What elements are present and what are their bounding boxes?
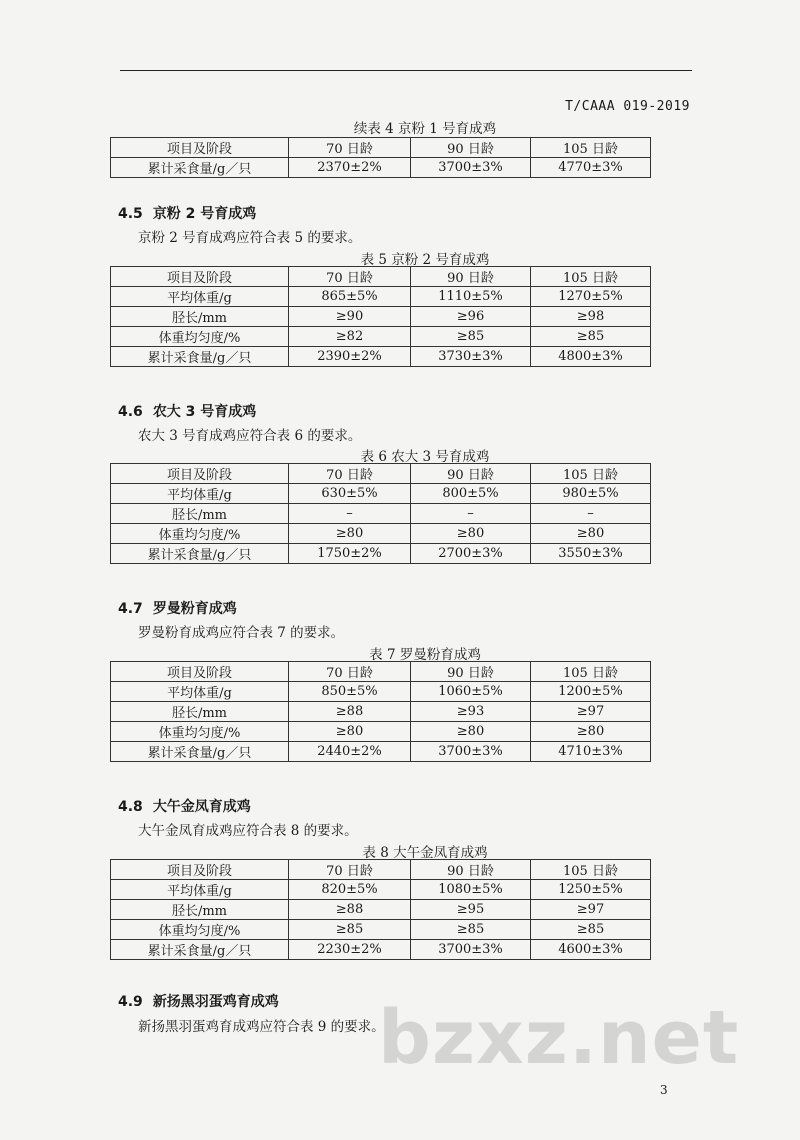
row-label-cell: 累计采食量/g／只 [111, 940, 289, 960]
table-header-cell: 105 日龄 [531, 267, 651, 287]
table-row [111, 504, 651, 524]
table-cont4 [110, 137, 651, 178]
table-header-cell: 105 日龄 [531, 138, 651, 158]
header-rule [120, 70, 692, 71]
table-cell: ≥98 [531, 307, 651, 327]
table-cell: – [411, 504, 531, 524]
table-cell: ≥97 [531, 702, 651, 722]
table-header-row [111, 464, 651, 484]
table-header-cell: 70 日龄 [289, 138, 411, 158]
table-row [111, 484, 651, 504]
table-cell: – [531, 504, 651, 524]
table-cell: ≥95 [411, 900, 531, 920]
table-caption: 表 5 京粉 2 号育成鸡 [360, 252, 490, 268]
table-header-cell: 70 日龄 [289, 464, 411, 484]
section-heading-4-5: 4.5 京粉 2 号育成鸡 [118, 206, 257, 222]
table-row [111, 722, 651, 742]
table-caption: 表 6 农大 3 号育成鸡 [360, 449, 490, 465]
table-cell: 1200±5% [531, 682, 651, 702]
table-cell: 850±5% [289, 682, 411, 702]
table-cell: 630±5% [289, 484, 411, 504]
table-row [111, 158, 651, 178]
table-cell: ≥96 [411, 307, 531, 327]
table-row [111, 682, 651, 702]
table-cell: 800±5% [411, 484, 531, 504]
table-header-cell: 70 日龄 [289, 662, 411, 682]
table-cell: 1080±5% [411, 880, 531, 900]
table-header-cell: 项目及阶段 [111, 662, 289, 682]
section-heading-4-9: 4.9 新扬黑羽蛋鸡育成鸡 [118, 994, 279, 1010]
table-cell: ≥85 [531, 327, 651, 347]
table-row [111, 347, 651, 367]
table-header-cell: 90 日龄 [411, 464, 531, 484]
table-cell: ≥88 [289, 702, 411, 722]
table-cell: ≥85 [411, 920, 531, 940]
table-header-cell: 90 日龄 [411, 860, 531, 880]
table-cell: ≥85 [289, 920, 411, 940]
table-header-cell: 105 日龄 [531, 662, 651, 682]
table-header-cell: 项目及阶段 [111, 464, 289, 484]
table-cell: 3730±3% [411, 347, 531, 367]
table-6 [110, 463, 651, 564]
table-header-row [111, 138, 651, 158]
row-label-cell: 平均体重/g [111, 484, 289, 504]
table-header-cell: 90 日龄 [411, 662, 531, 682]
table-header-cell: 105 日龄 [531, 860, 651, 880]
table-8 [110, 859, 651, 960]
table-caption: 续表 4 京粉 1 号育成鸡 [353, 121, 497, 137]
table-cell: 1060±5% [411, 682, 531, 702]
table-cell: 1750±2% [289, 544, 411, 564]
table-cell: 4800±3% [531, 347, 651, 367]
row-label-cell: 平均体重/g [111, 682, 289, 702]
row-label-cell: 体重均匀度/% [111, 327, 289, 347]
row-label-cell: 累计采食量/g／只 [111, 544, 289, 564]
table-row [111, 287, 651, 307]
table-header-row [111, 662, 651, 682]
row-label-cell: 胫长/mm [111, 504, 289, 524]
table-header-row [111, 860, 651, 880]
document-code: T/CAAA 019-2019 [565, 99, 690, 114]
section-heading-4-7: 4.7 罗曼粉育成鸡 [118, 601, 237, 617]
table-cell: 4770±3% [531, 158, 651, 178]
table-cell: ≥85 [411, 327, 531, 347]
table-cell: – [289, 504, 411, 524]
table-header-cell: 70 日龄 [289, 860, 411, 880]
table-caption: 表 8 大午金凤育成鸡 [362, 845, 488, 861]
table-cell: 4710±3% [531, 742, 651, 762]
table-cell: ≥82 [289, 327, 411, 347]
row-label-cell: 胫长/mm [111, 307, 289, 327]
table-cell: 820±5% [289, 880, 411, 900]
table-row [111, 742, 651, 762]
table-row [111, 327, 651, 347]
table-cell: 865±5% [289, 287, 411, 307]
table-row [111, 307, 651, 327]
row-label-cell: 累计采食量/g／只 [111, 158, 289, 178]
table-row [111, 880, 651, 900]
table-cell: 2230±2% [289, 940, 411, 960]
table-cell: 3550±3% [531, 544, 651, 564]
table-cell: 2370±2% [289, 158, 411, 178]
table-cell: 980±5% [531, 484, 651, 504]
row-label-cell: 体重均匀度/% [111, 920, 289, 940]
table-cell: ≥85 [531, 920, 651, 940]
section-text-4-7: 罗曼粉育成鸡应符合表 7 的要求。 [138, 625, 345, 641]
table-cell: ≥80 [531, 722, 651, 742]
row-label-cell: 体重均匀度/% [111, 722, 289, 742]
row-label-cell: 胫长/mm [111, 702, 289, 722]
table-header-cell: 90 日龄 [411, 267, 531, 287]
table-cell: ≥80 [289, 722, 411, 742]
row-label-cell: 累计采食量/g／只 [111, 347, 289, 367]
table-cell: 3700±3% [411, 158, 531, 178]
table-cell: 1270±5% [531, 287, 651, 307]
table-cell: 1110±5% [411, 287, 531, 307]
table-cell: 4600±3% [531, 940, 651, 960]
table-row [111, 524, 651, 544]
table-row [111, 702, 651, 722]
section-heading-4-6: 4.6 农大 3 号育成鸡 [118, 404, 257, 420]
table-cell: 3700±3% [411, 742, 531, 762]
table-cell: 3700±3% [411, 940, 531, 960]
section-text-4-6: 农大 3 号育成鸡应符合表 6 的要求。 [138, 428, 362, 444]
table-cell: 2440±2% [289, 742, 411, 762]
table-cell: ≥80 [289, 524, 411, 544]
table-cell: 2390±2% [289, 347, 411, 367]
watermark: bzxz.net [378, 995, 740, 1081]
table-cell: ≥80 [411, 722, 531, 742]
table-cell: ≥80 [531, 524, 651, 544]
table-row [111, 920, 651, 940]
table-header-cell: 90 日龄 [411, 138, 531, 158]
table-cell: ≥93 [411, 702, 531, 722]
row-label-cell: 平均体重/g [111, 287, 289, 307]
table-header-cell: 项目及阶段 [111, 267, 289, 287]
table-cell: ≥80 [411, 524, 531, 544]
table-row [111, 900, 651, 920]
section-text-4-5: 京粉 2 号育成鸡应符合表 5 的要求。 [138, 230, 362, 246]
table-cell: 2700±3% [411, 544, 531, 564]
table-row [111, 940, 651, 960]
table-cell: ≥88 [289, 900, 411, 920]
table-cell: 1250±5% [531, 880, 651, 900]
section-text-4-8: 大午金凤育成鸡应符合表 8 的要求。 [138, 823, 358, 839]
row-label-cell: 平均体重/g [111, 880, 289, 900]
table-cell: ≥97 [531, 900, 651, 920]
table-5 [110, 266, 651, 367]
table-caption: 表 7 罗曼粉育成鸡 [369, 647, 481, 663]
row-label-cell: 胫长/mm [111, 900, 289, 920]
table-header-cell: 70 日龄 [289, 267, 411, 287]
section-heading-4-8: 4.8 大午金凤育成鸡 [118, 799, 251, 815]
table-header-row [111, 267, 651, 287]
table-header-cell: 105 日龄 [531, 464, 651, 484]
page-number: 3 [660, 1083, 668, 1097]
table-cell: ≥90 [289, 307, 411, 327]
row-label-cell: 累计采食量/g／只 [111, 742, 289, 762]
row-label-cell: 体重均匀度/% [111, 524, 289, 544]
section-text-4-9: 新扬黑羽蛋鸡育成鸡应符合表 9 的要求。 [138, 1019, 385, 1035]
table-row [111, 544, 651, 564]
table-7 [110, 661, 651, 762]
table-header-cell: 项目及阶段 [111, 860, 289, 880]
table-header-cell: 项目及阶段 [111, 138, 289, 158]
